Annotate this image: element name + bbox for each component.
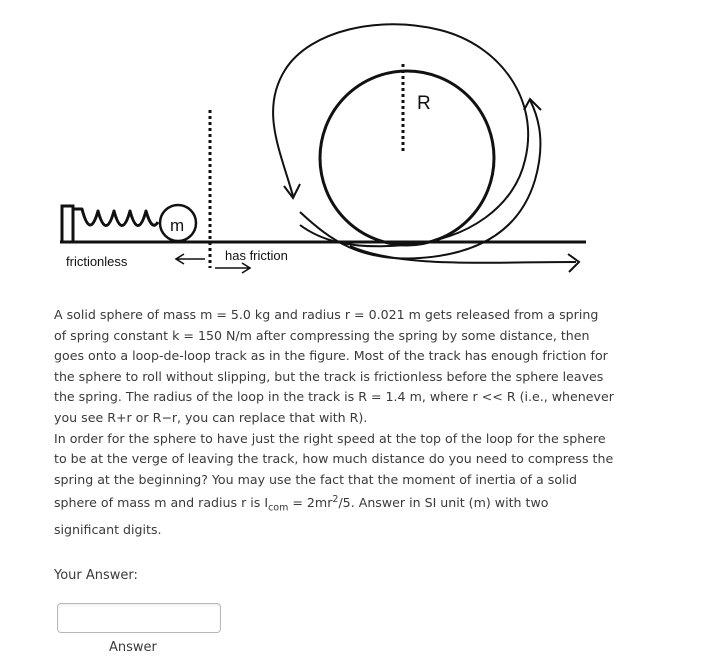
motion-path-out xyxy=(350,246,576,263)
loop xyxy=(320,71,494,245)
radius-label: R xyxy=(417,93,431,114)
left-arrow xyxy=(176,254,205,264)
spring xyxy=(73,209,158,226)
inertia-formula: = 2mr xyxy=(288,495,333,511)
answer-caption: Answer xyxy=(109,640,157,655)
physics-figure xyxy=(0,0,718,300)
question-paragraph-2-start: In order for the sphere to have just the right speed at the top of the loop for the sphere to be at the verge of leaving the track, how much distance do you need to compress the spring at the beginning? You may use the fact that the moment of inertia of a solid sphere of mass m and radius r is I xyxy=(54,430,614,511)
right-arrow xyxy=(215,263,250,273)
question-paragraph-1: A solid sphere of mass m = 5.0 kg and radius r = 0.021 m gets released from a spring of spring constant k = 150 N/m after compressing the spring by some distance, then goes onto a loop-de-loop track as in the figure. Most of the track has enough friction for the sphere to roll without slipping, but the track is frictionless before the sphere leaves the spring. The radius of the loop in the track is R = 1.4 m, where r << R (i.e., whenever you see R+r or R−r, you can replace that with R). xyxy=(54,307,614,425)
question-text xyxy=(54,305,614,540)
inertia-exponent: 2 xyxy=(332,494,339,506)
question-paragraph-2 xyxy=(54,429,614,541)
answer-input[interactable] xyxy=(57,603,221,633)
has-friction-label: has friction xyxy=(225,248,288,263)
motion-path-exit xyxy=(300,100,540,258)
frictionless-label: frictionless xyxy=(66,254,128,269)
inertia-subscript: com xyxy=(268,503,289,515)
question-paragraph-2-end: /5. Answer in SI unit (m) with two significant digits. xyxy=(54,495,549,537)
mass-label: m xyxy=(170,216,185,235)
wall-block xyxy=(62,206,73,242)
your-answer-label: Your Answer: xyxy=(54,568,138,583)
